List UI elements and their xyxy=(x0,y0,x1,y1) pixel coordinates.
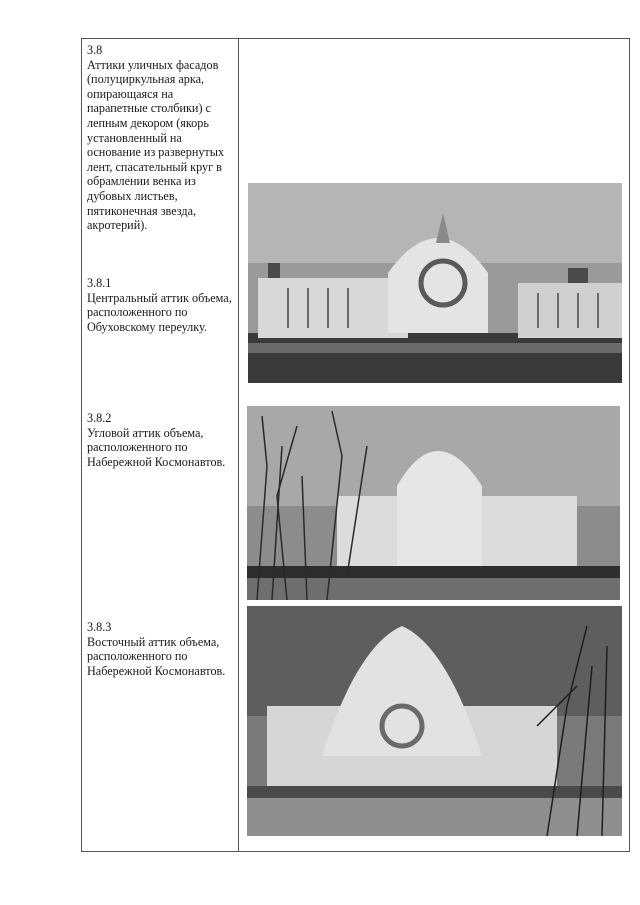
photo-corner-attic xyxy=(247,406,620,600)
section-description: Центральный аттик объема, расположенного по Обуховскому переулку. xyxy=(87,290,232,334)
section-number: 3.8 xyxy=(87,43,103,57)
section-3-8-3 xyxy=(87,620,235,678)
section-description: Угловой аттик объема, расположенного по Набережной Космонавтов. xyxy=(87,425,226,469)
section-description: Восточный аттик объема, расположенного по Набережной Космонавтов. xyxy=(87,634,226,678)
section-3-8-1 xyxy=(87,276,235,334)
section-number: 3.8.1 xyxy=(87,276,112,290)
column-divider xyxy=(238,39,239,851)
section-number: 3.8.2 xyxy=(87,411,112,425)
section-3-8 xyxy=(87,43,235,233)
section-description: Аттики уличных фасадов (полуциркульная арка, опирающаяся на парапетные столбики) с лепным декором (якорь установленный на основание из развернутых лент, спасательный круг в обрамлении венка из дубовых листьев, пятиконечная звезда, акротерий). xyxy=(87,57,225,233)
section-3-8-2 xyxy=(87,411,235,469)
section-number: 3.8.3 xyxy=(87,620,112,634)
photo-central-attic xyxy=(248,183,622,383)
photo-east-attic xyxy=(247,606,622,836)
